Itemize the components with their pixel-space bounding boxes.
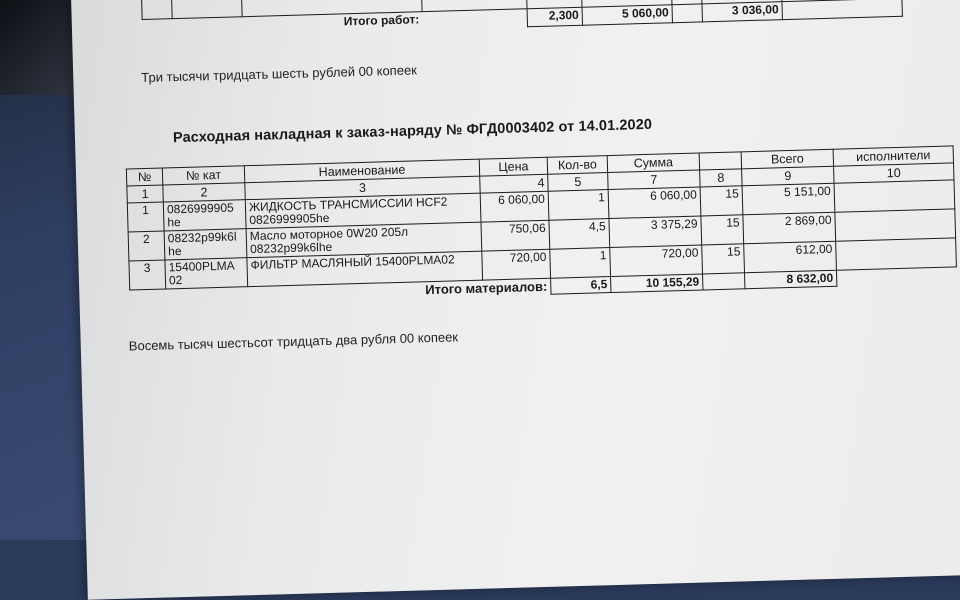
row-exec [834,180,955,212]
row-qty: 4,5 [549,219,610,250]
works-total-label: Итого работ: [142,12,422,38]
works-amount-words: Три тысячи тридцать шесть рублей 00 копеек [141,62,417,85]
works-table [140,0,903,38]
materials-total-sum: 10 155,29 [611,274,703,293]
row-price: 6 060,00 [480,191,549,222]
col-number: 3 [245,176,480,200]
header-qty: Кол-во [547,156,607,175]
row-sum: 6 060,00 [608,187,701,219]
row-total: 2 869,00 [743,212,836,244]
header-executors: исполнители [833,146,953,166]
row-name: ФИЛЬТР МАСЛЯНЫЙ 15400PLMA02 [247,251,483,287]
header-no: № [126,168,162,186]
works-total-all: 3 036,00 [702,2,782,22]
empty-cell [171,0,243,19]
col-number: 8 [700,169,742,187]
header-cat-no: № кат [162,166,244,185]
header-total: Всего [741,149,833,169]
document-sheet [70,0,960,600]
row-cat: 08232p99k6l he [164,229,247,260]
works-total-sum: 5 060,00 [582,5,672,26]
col-number: 5 [548,173,608,192]
materials-amount-words: Восемь тысяч шестьсот тридцать два рубля 00 копеек [129,329,459,353]
col-number: 4 [480,174,548,193]
row-pct: 15 [700,186,743,216]
col-number: 7 [608,170,700,190]
materials-total-qty: 6,5 [551,277,611,295]
row-sum: 720,00 [610,245,703,277]
row-no: 2 [128,231,165,261]
row-total: 5 151,00 [742,183,835,215]
row-price: 720,00 [482,249,551,280]
materials-total-all: 8 632,00 [744,270,836,289]
header-col8 [699,152,741,170]
header-name: Наименование [244,159,479,183]
row-number [141,0,173,20]
row-pct: 15 [702,244,745,274]
page-title: Расходная накладная к заказ-наряду № ФГД0003402 от 14.01.2020 [173,117,652,146]
materials-total-label: Итого материалов: [248,278,551,302]
row-cat: 0826999905 he [163,200,246,231]
col-number: 9 [742,166,834,186]
row-qty: 1 [550,248,611,279]
row-sum: 3 375,29 [609,216,702,248]
row-no: 3 [129,260,166,290]
col-number: 10 [834,163,954,183]
row-price: 750,06 [481,220,550,251]
row-total: 612,00 [744,241,837,273]
col-number: 1 [127,185,163,203]
row-no: 1 [127,202,164,232]
row-exec [835,209,956,241]
row-exec [836,238,957,270]
row-name: ЖИДКОСТЬ ТРАНСМИССИИ HCF2 0826999905he [245,193,481,229]
header-price: Цена [479,157,547,176]
row-name: Масло моторное 0W20 205л 08232p99k6lhe [246,222,482,258]
row-qty: 1 [548,190,609,221]
col-number: 2 [163,183,245,202]
row-cat: 15400PLMA 02 [165,258,248,289]
header-sum: Сумма [607,153,699,173]
materials-table [126,145,958,306]
row-pct: 15 [701,215,744,245]
works-total-qty: 2,300 [527,7,582,27]
